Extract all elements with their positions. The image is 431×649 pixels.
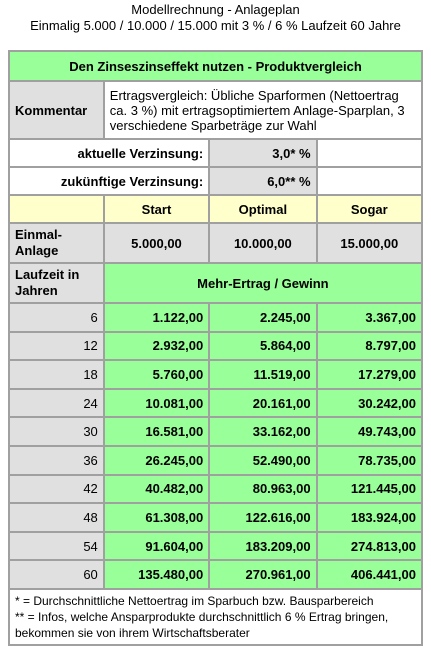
col-header-start: Start — [104, 195, 209, 223]
row-sogar-value: 49.743,00 — [317, 417, 422, 446]
row-optimal-value: 20.161,00 — [209, 389, 316, 418]
row-start-value: 5.760,00 — [104, 360, 209, 389]
table-row — [9, 389, 422, 418]
row-start-value: 135.480,00 — [104, 560, 209, 589]
page-header — [0, 0, 431, 34]
row-optimal-value: 52.490,00 — [209, 446, 316, 475]
table-row — [9, 303, 422, 332]
row-year: 36 — [9, 446, 104, 475]
comment-text: Ertragsvergleich: Übliche Sparformen (Nettoertrag ca. 3 %) mit ertragsoptimiertem Anlage-Sparplan, 3 verschiedene Sparbeträge zur Wahl — [104, 81, 422, 139]
row-sogar-value: 30.242,00 — [317, 389, 422, 418]
row-optimal-value: 183.209,00 — [209, 532, 316, 561]
laufzeit-label: Laufzeit in Jahren — [9, 263, 104, 303]
einmal-label: Einmal-Anlage — [9, 223, 104, 263]
row-start-value: 1.122,00 — [104, 303, 209, 332]
header-title: Modellrechnung - Anlageplan — [131, 2, 300, 17]
future-rate-label: zukünftige Verzinsung: — [9, 167, 209, 195]
table-row — [9, 475, 422, 504]
table-row — [9, 360, 422, 389]
row-sogar-value: 3.367,00 — [317, 303, 422, 332]
einmal-value-optimal: 10.000,00 — [209, 223, 316, 263]
table-row — [9, 332, 422, 361]
row-optimal-value: 2.245,00 — [209, 303, 316, 332]
table-row — [9, 560, 422, 589]
footnote-1: * = Durchschnittliche Nettoertrag im Sparbuch bzw. Bausparbereich — [15, 593, 374, 608]
row-year: 42 — [9, 475, 104, 504]
row-start-value: 91.604,00 — [104, 532, 209, 561]
row-sogar-value: 17.279,00 — [317, 360, 422, 389]
row-optimal-value: 80.963,00 — [209, 475, 316, 504]
footnote-2: ** = Infos, welche Ansparprodukte durchschnittlich 6 % Ertrag bringen, bekommen sie von ihrem Wirtschaftsberater — [15, 609, 389, 640]
row-year: 12 — [9, 332, 104, 361]
table-row — [9, 446, 422, 475]
row-optimal-value: 11.519,00 — [209, 360, 316, 389]
row-year: 54 — [9, 532, 104, 561]
row-start-value: 2.932,00 — [104, 332, 209, 361]
row-optimal-value: 5.864,00 — [209, 332, 316, 361]
table-row — [9, 417, 422, 446]
row-sogar-value: 183.924,00 — [317, 503, 422, 532]
table-title: Den Zinseszinseffekt nutzen - Produktvergleich — [9, 51, 422, 81]
row-optimal-value: 33.162,00 — [209, 417, 316, 446]
row-start-value: 61.308,00 — [104, 503, 209, 532]
current-rate-empty — [317, 139, 422, 167]
header-subtitle: Einmalig 5.000 / 10.000 / 15.000 mit 3 % / 6 % Laufzeit 60 Jahre — [30, 18, 401, 33]
row-sogar-value: 406.441,00 — [317, 560, 422, 589]
einmal-value-start: 5.000,00 — [104, 223, 209, 263]
row-start-value: 40.482,00 — [104, 475, 209, 504]
comment-label: Kommentar — [9, 81, 104, 139]
current-rate-value: 3,0* % — [209, 139, 316, 167]
einmal-value-sogar: 15.000,00 — [317, 223, 422, 263]
row-year: 60 — [9, 560, 104, 589]
table-row — [9, 503, 422, 532]
row-sogar-value: 8.797,00 — [317, 332, 422, 361]
row-sogar-value: 78.735,00 — [317, 446, 422, 475]
row-start-value: 26.245,00 — [104, 446, 209, 475]
row-year: 24 — [9, 389, 104, 418]
row-optimal-value: 122.616,00 — [209, 503, 316, 532]
col-header-optimal: Optimal — [209, 195, 316, 223]
row-optimal-value: 270.961,00 — [209, 560, 316, 589]
col-header-empty — [9, 195, 104, 223]
row-sogar-value: 121.445,00 — [317, 475, 422, 504]
row-year: 6 — [9, 303, 104, 332]
row-year: 30 — [9, 417, 104, 446]
future-rate-value: 6,0** % — [209, 167, 316, 195]
future-rate-empty — [317, 167, 422, 195]
row-year: 18 — [9, 360, 104, 389]
row-start-value: 16.581,00 — [104, 417, 209, 446]
row-sogar-value: 274.813,00 — [317, 532, 422, 561]
col-header-sogar: Sogar — [317, 195, 422, 223]
row-start-value: 10.081,00 — [104, 389, 209, 418]
current-rate-label: aktuelle Verzinsung: — [9, 139, 209, 167]
product-comparison-table — [8, 50, 423, 646]
table-row — [9, 532, 422, 561]
mehr-ertrag-label: Mehr-Ertrag / Gewinn — [104, 263, 422, 303]
row-year: 48 — [9, 503, 104, 532]
